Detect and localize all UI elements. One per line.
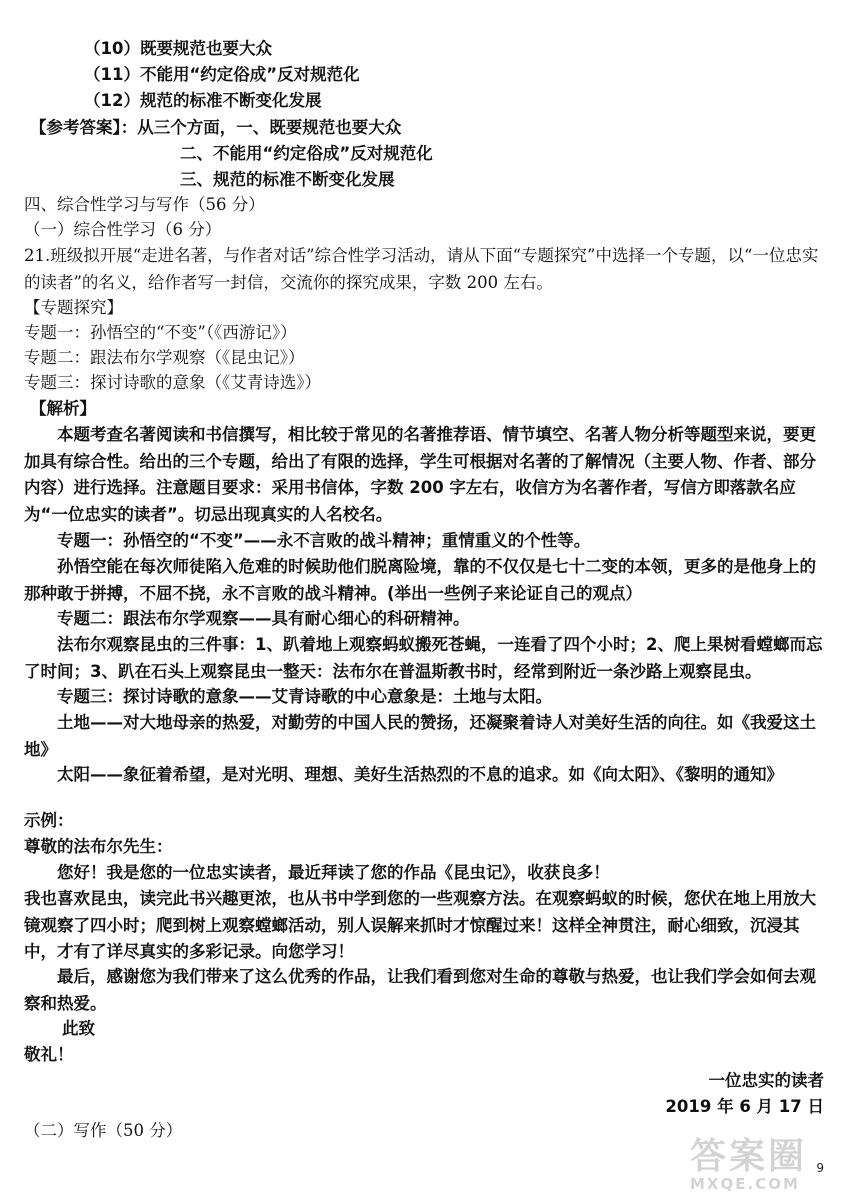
subsection-heading-2: （二）写作（50 分） [24, 1121, 183, 1140]
analysis-paragraph-5: 太阳——象征着希望，是对光明、理想、美好生活热烈的不息的追求。如《向太阳》、《黎明的通知》 [57, 765, 783, 784]
topic-1: 专题一：孙悟空的“不变”（《西游记》） [24, 323, 297, 342]
watermark-bottom: MXQE.COM [690, 1175, 800, 1193]
topic-3: 专题三：探讨诗歌的意象（《艾青诗选》） [24, 373, 321, 392]
letter-date: 2019 年 6 月 17 日 [665, 1097, 824, 1116]
reference-answer-1: 【参考答案】：从三个方面，一、既要规范也要大众 [30, 118, 402, 137]
topic-2: 专题二：跟法布尔学观察（《昆虫记》） [24, 348, 305, 367]
line-item-11: （11）不能用“约定俗成”反对规范化 [84, 65, 360, 84]
letter-paragraph-2: 我也喜欢昆虫，读完此书兴趣更浓，也从书中学到您的一些观察方法。在观察蚂蚁的时候，您伏在地上用放大镜观察了四小时；爬到树上观察螳螂活动，别人误解来抓时才惊醒过来！这样全神贯注，耐心细致，沉浸其中，才有了详尽真实的多彩记录。向您学习！ [24, 889, 816, 961]
analysis-paragraph-2: 孙悟空能在每次师徒陷入危难的时候助他们脱离险境，靠的不仅仅是七十二变的本领，更多的是他身上的那种敢于拼搏，不屈不挠，永不言败的战斗精神。(举出一些例子来论证自己的观点） [24, 557, 816, 603]
letter-closing-1: 此致 [62, 1019, 95, 1038]
page-number: 9 [816, 1161, 824, 1175]
letter-salutation: 尊敬的法布尔先生： [24, 837, 173, 856]
line-item-10: （10）既要规范也要大众 [84, 39, 272, 58]
reference-answer-3: 三、规范的标准不断变化发展 [180, 170, 395, 189]
analysis-paragraph-1: 本题考查名著阅读和书信撰写，相比较于常见的名著推荐语、情节填空、名著人物分析等题型来说，要更加具有综合性。给出的三个专题，给出了有限的选择，学生可根据对名著的了解情况（主要人物、作者、部分内容）进行选择。注意题目要求：采用书信体，字数 200 字左右，收信方为名著作者，写信方即落款名应为“一位忠实的读者”。切忌出现真实的人名校名。 [24, 425, 816, 524]
section-heading-4: 四、综合性学习与写作（56 分） [24, 195, 265, 214]
analysis-topic-3: 专题三：探讨诗歌的意象——艾青诗歌的中心意象是：土地与太阳。 [57, 687, 552, 706]
watermark-logo [690, 1128, 830, 1194]
analysis-topic-2: 专题二：跟法布尔学观察——具有耐心细心的科研精神。 [57, 609, 470, 628]
watermark-top: 答案圈 [690, 1136, 808, 1177]
analysis-paragraph-3: 法布尔观察昆虫的三件事：1、趴着地上观察蚂蚁搬死苍蝇，一连看了四个小时；2、爬上果树看螳螂而忘了时间；3、趴在石头上观察昆虫一整天：法布尔在普温斯教书时，经常到附近一条沙路上观察昆虫。 [24, 635, 823, 681]
letter-closing-2: 敬礼！ [24, 1045, 74, 1064]
analysis-topic-1: 专题一：孙悟空的“不变”——永不言败的战斗精神；重情重义的个性等。 [57, 531, 591, 550]
letter-paragraph-3: 最后，感谢您为我们带来了这么优秀的作品，让我们看到您对生命的尊敬与热爱，也让我们学会如何去观察和热爱。 [24, 967, 816, 1013]
example-heading: 示例： [24, 811, 74, 830]
question-21: 21.班级拟开展“走进名著，与作者对话”综合性学习活动，请从下面“专题探究”中选择一个专题，以“一位忠实的读者”的名义，给作者写一封信，交流你的探究成果，字数 200 左右。 [24, 246, 819, 292]
subsection-heading-1: （一）综合性学习（6 分） [24, 220, 222, 239]
reference-answer-2: 二、不能用“约定俗成”反对规范化 [180, 144, 433, 163]
analysis-paragraph-4: 土地——对大地母亲的热爱，对勤劳的中国人民的赞扬，还凝聚着诗人对美好生活的向往。如《我爱这土地》 [24, 713, 816, 759]
line-item-12: （12）规范的标准不断变化发展 [84, 91, 322, 110]
letter-signer: 一位忠实的读者 [708, 1071, 824, 1090]
topics-heading: 【专题探究】 [24, 298, 123, 317]
letter-paragraph-1: 您好！我是您的一位忠实读者，最近拜读了您的作品《昆虫记》，收获良多！ [57, 863, 610, 882]
analysis-heading: 【解析】 [30, 399, 96, 418]
